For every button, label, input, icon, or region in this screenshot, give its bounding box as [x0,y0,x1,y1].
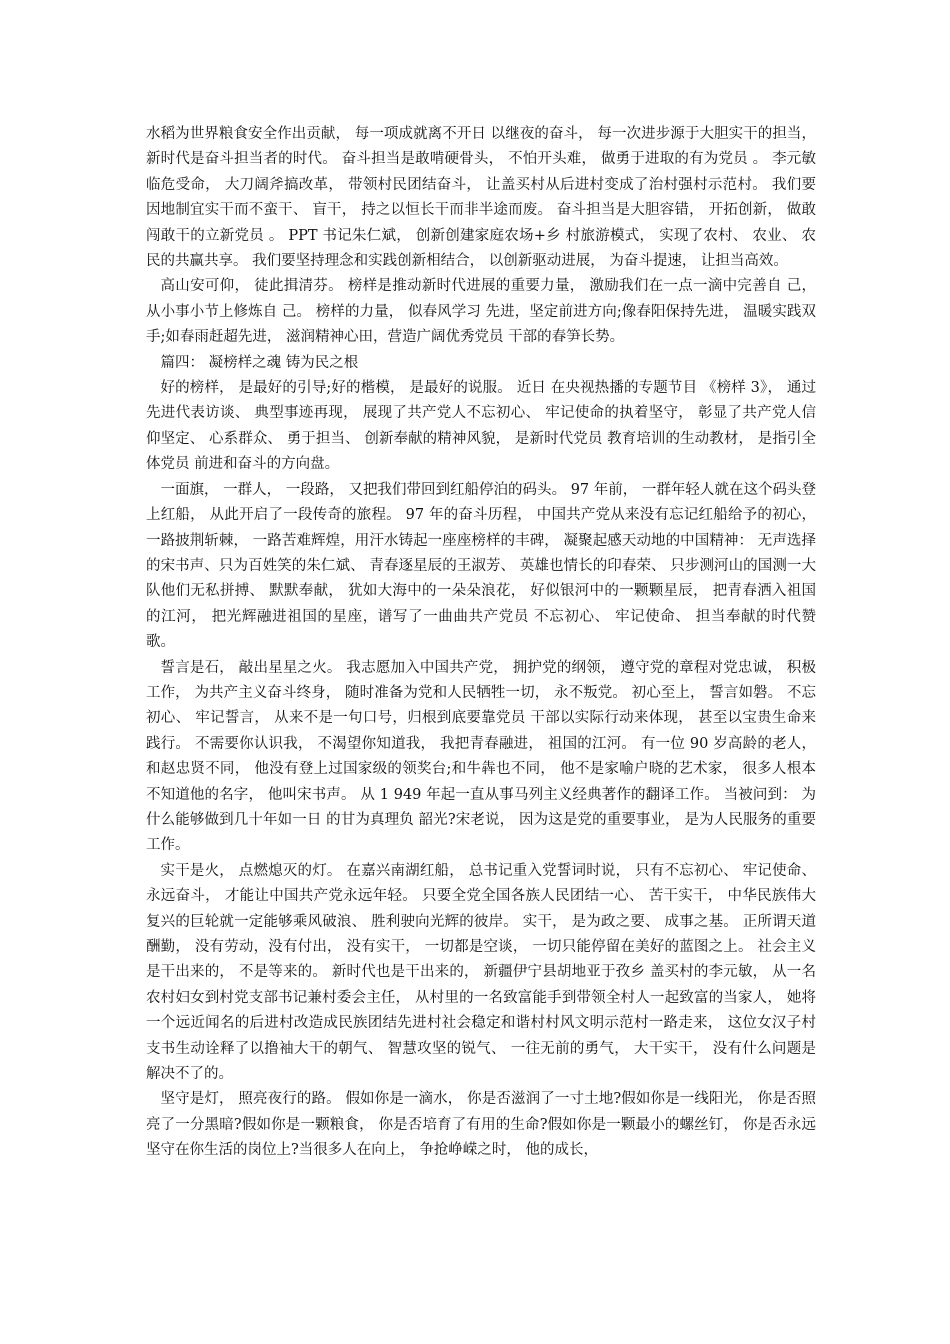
section-paragraph-5: 坚守是灯， 照亮夜行的路。 假如你是一滴水， 你是否滋润了一寸土地?假如你是一线阳光， 你是否照亮了一分黑暗?假如你是一颗粮食， 你是否培育了有用的生命?假如你是一颗最小的螺丝钉， 你是否永远坚守在你生活的岗位上?当很多人在向上， 争抢峥嵘之时， 他的成长， [146,1091,816,1159]
section-paragraph-2: 一面旗， 一群人， 一段路， 又把我们带回到红船停泊的码头。 97 年前， 一群年轻人就在这个码头登上红船， 从此开启了一段传奇的旅程。 97 年的奋斗历程， 中国共产党从来没有忘记红船给予的初心， 一路披荆斩棘， 一路苦难辉煌，用汗水铸起一座座榜样的丰碑， 凝聚起感天动地的中国精神： 无声选择的宋书声、只为百姓笑的朱仁斌、 青春逐星辰的王淑芳、 英雄也情长的印春荣、 只步测河山的国测一大队他们无私拼搏、 默默奉献， 犹如大海中的一朵朵浪花， 好似银河中的一颗颗星辰， 把青春洒入祖国的江河， 把光辉融进祖国的星座，谱写了一曲曲共产党员 不忘初心、 牢记使命、 担当奉献的时代赞歌。 [146,481,816,651]
document-page [146,122,816,1164]
section-paragraph-4: 实干是火， 点燃熄灭的灯。 在嘉兴南湖红船， 总书记重入党誓词时说， 只有不忘初心、 牢记使命、 永远奋斗， 才能让中国共产党永远年轻。 只要全党全国各族人民团结一心、 苦干实干， 中华民族伟大复兴的巨轮就一定能够乘风破浪、 胜利驶向光辉的彼岸。 实干， 是为政之要、 成事之基。 正所谓天道酬勤， 没有劳动，没有付出， 没有实干， 一切都是空谈， 一切只能停留在美好的蓝图之上。 社会主义是干出来的， 不是等来的。 新时代也是干出来的， 新疆伊宁县胡地亚于孜乡 盖买村的李元敏， 从一名农村妇女到村党支部书记兼村委会主任， 从村里的一名致富能手到带领全村人一起致富的当家人， 她将一个远近闻名的后进村改造成民族团结先进村社会稳定和谐村村风文明示范村一路走来， 这位女汉子村支书生动诠释了以撸袖大干的朝气、 智慧攻坚的锐气、 一往无前的勇气， 大干实干， 没有什么问题是解决不了的。 [146,862,816,1083]
body-paragraph-2: 高山安可仰， 徒此揖清芬。 榜样是推动新时代进展的重要力量， 激励我们在一点一滴中完善自 己， 从小事小节上修炼自 己。 榜样的力量， 似春风学习 先进，坚定前进方向;像春阳保持先进， 温暖实践双手;如春雨赶超先进， 滋润精神心田，营造广阔优秀党员 干部的春笋长势。 [146,278,816,346]
section-paragraph-1: 好的榜样， 是最好的引导;好的楷模， 是最好的说服。 近日 在央视热播的专题节目 《榜样 3》， 通过先进代表访谈、 典型事迹再现， 展现了共产党人不忘初心、 牢记使命的执着坚守， 彰显了共产党人信仰坚定、 心系群众、 勇于担当、 创新奉献的精神风貌， 是新时代党员 教育培训的生动教材， 是指引全体党员 前进和奋斗的方向盘。 [146,380,816,473]
section-paragraph-3: 誓言是石， 敲出星星之火。 我志愿加入中国共产党， 拥护党的纲领， 遵守党的章程对党忠诚， 积极工作， 为共产主义奋斗终身， 随时准备为党和人民牺牲一切， 永不叛党。 初心至上， 誓言如磐。 不忘初心、 牢记誓言， 从来不是一句口号，归根到底要靠党员 干部以实际行动来体现， 甚至以宝贵生命来践行。 不需要你认识我， 不渴望你知道我， 我把青春融进， 祖国的江河。 有一位 90 岁高龄的老人，和赵忠贤不同， 他没有登上过国家级的领奖台;和牛犇也不同， 他不是家喻户晓的艺术家， 很多人根本不知道他的名字， 他叫宋书声。 从 1 949 年起一直从事马列主义经典著作的翻译工作。 当被问到： 为什么能够做到几十年如一日 的甘为真理负 韶光?宋老说， 因为这是党的重要事业， 是为人民服务的重要工作。 [146,659,816,854]
section-heading: 篇四： 凝榜样之魂 铸为民之根 [160,354,359,371]
body-paragraph-1: 水稻为世界粮食安全作出贡献， 每一项成就离不开日 以继夜的奋斗， 每一次进步源于大胆实干的担当， 新时代是奋斗担当者的时代。 奋斗担当是敢啃硬骨头， 不怕开头难， 做勇于进取的有为党员 。 李元敏临危受命， 大刀阔斧搞改革， 带领村民团结奋斗， 让盖买村从后进村变成了治村强村示范村。 我们要因地制宜实干而不蛮干、 盲干， 持之以恒长干而非半途而废。 奋斗担当是大胆容错， 开拓创新， 做敢闯敢干的立新党员 。 PPT 书记朱仁斌， 创新创建家庭农场+乡 村旅游模式， 实现了农村、 农业、 农民的共赢共享。 我们要坚持理念和实践创新相结合， 以创新驱动进展， 为奋斗提速， 让担当高效。 [146,126,816,270]
